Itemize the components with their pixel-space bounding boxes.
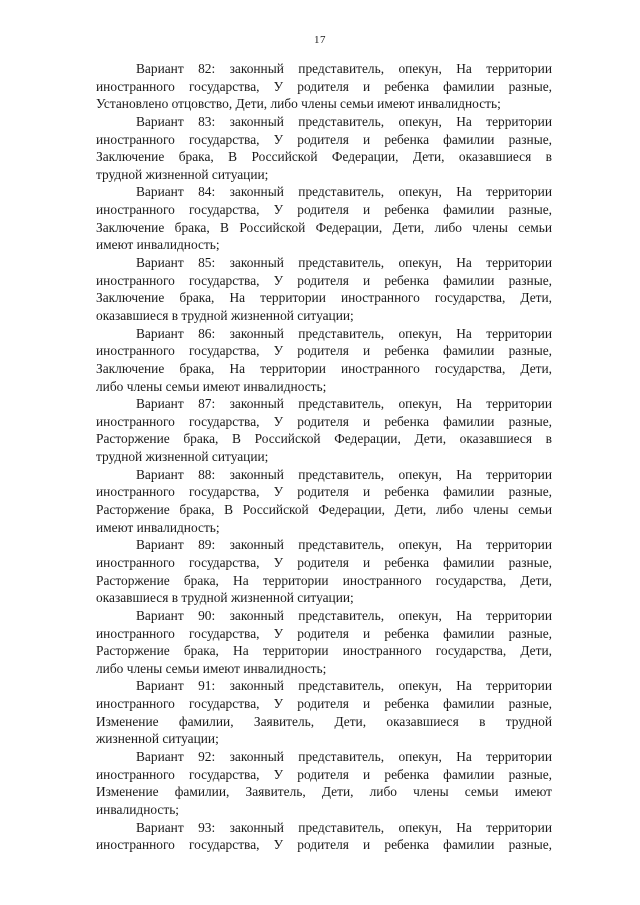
paragraph <box>96 254 552 325</box>
paragraph-line: иностранного государства, У родителя и ребенка фамилии разные, <box>96 696 552 712</box>
paragraph-line: Расторжение брака, В Российской Федерации, Дети, оказавшиеся в <box>96 431 552 447</box>
paragraph-line: оказавшиеся в трудной жизненной ситуации; <box>96 590 354 606</box>
paragraph-line: либо члены семьи имеют инвалидность; <box>96 660 327 676</box>
paragraph-line: Заключение брака, В Российской Федерации, Дети, оказавшиеся в <box>96 149 552 165</box>
paragraph-line: иностранного государства, У родителя и ребенка фамилии разные, <box>96 202 552 218</box>
paragraph-line: иностранного государства, У родителя и ребенка фамилии разные, <box>96 413 552 429</box>
paragraph-line: Заключение брака, На территории иностранного государства, Дети, <box>96 360 552 376</box>
paragraph <box>96 607 552 678</box>
paragraph-line: Заключение брака, На территории иностранного государства, Дети, <box>96 290 552 306</box>
paragraph-line: трудной жизненной ситуации; <box>96 166 269 182</box>
paragraph-first-line: Вариант 91: законный представитель, опекун, На территории <box>136 678 552 694</box>
paragraph-line: жизненной ситуации; <box>96 731 219 747</box>
paragraph-first-line: Вариант 89: законный представитель, опекун, На территории <box>136 537 552 553</box>
paragraph <box>96 60 552 113</box>
paragraph-line: иностранного государства, У родителя и ребенка фамилии разные, <box>96 343 552 359</box>
paragraph <box>96 395 552 466</box>
paragraph-line: Изменение фамилии, Заявитель, Дети, оказавшиеся в трудной <box>96 713 552 729</box>
paragraph-first-line: Вариант 82: законный представитель, опекун, На территории <box>136 61 552 76</box>
paragraph-first-line: Вариант 90: законный представитель, опекун, На территории <box>136 607 552 623</box>
paragraph-line: оказавшиеся в трудной жизненной ситуации; <box>96 307 354 323</box>
paragraph-first-line: Вариант 83: законный представитель, опекун, На территории <box>136 113 552 129</box>
paragraph-line: имеют инвалидность; <box>96 519 220 535</box>
page-number: 17 <box>314 34 326 46</box>
paragraph-line: иностранного государства, У родителя и ребенка фамилии разные, <box>96 272 552 288</box>
paragraph-line: иностранного государства, У родителя и ребенка фамилии разные, <box>96 131 552 147</box>
paragraph <box>96 536 552 607</box>
paragraph-line: имеют инвалидность; <box>96 237 220 253</box>
paragraph-line: иностранного государства, У родителя и ребенка фамилии разные, <box>96 484 552 500</box>
paragraph <box>96 183 552 254</box>
paragraph-line: иностранного государства, У родителя и ребенка фамилии разные, <box>96 78 552 94</box>
paragraph-first-line: Вариант 88: законный представитель, опекун, На территории <box>136 466 552 482</box>
paragraph-line: трудной жизненной ситуации; <box>96 449 269 465</box>
paragraph <box>96 113 552 184</box>
paragraph-line: иностранного государства, У родителя и ребенка фамилии разные, <box>96 554 552 570</box>
paragraph-line: Расторжение брака, На территории иностранного государства, Дети, <box>96 572 552 588</box>
paragraph-line: иностранного государства, У родителя и ребенка фамилии разные, <box>96 837 552 853</box>
paragraph-first-line: Вариант 93: законный представитель, опекун, На территории <box>136 819 552 835</box>
paragraph <box>96 819 552 854</box>
paragraph-line: либо члены семьи имеют инвалидность; <box>96 378 327 394</box>
paragraph <box>96 748 552 819</box>
paragraph-line: иностранного государства, У родителя и ребенка фамилии разные, <box>96 625 552 641</box>
paragraph-line: Расторжение брака, На территории иностранного государства, Дети, <box>96 643 552 659</box>
paragraph <box>96 466 552 537</box>
paragraph-first-line: Вариант 87: законный представитель, опекун, На территории <box>136 396 552 412</box>
paragraph-line: инвалидность; <box>96 801 180 817</box>
paragraph-line: иностранного государства, У родителя и ребенка фамилии разные, <box>96 766 552 782</box>
paragraph <box>96 325 552 396</box>
document-body <box>96 60 552 854</box>
paragraph-first-line: Вариант 85: законный представитель, опекун, На территории <box>136 255 552 271</box>
paragraph-line: Изменение фамилии, Заявитель, Дети, либо члены семьи имеют <box>96 784 552 800</box>
paragraph-line: Установлено отцовство, Дети, либо члены семьи имеют инвалидность; <box>96 96 501 112</box>
paragraph <box>96 677 552 748</box>
paragraph-first-line: Вариант 84: законный представитель, опекун, На территории <box>136 184 552 200</box>
paragraph-first-line: Вариант 92: законный представитель, опекун, На территории <box>136 748 552 764</box>
paragraph-line: Заключение брака, В Российской Федерации, Дети, либо члены семьи <box>96 219 552 235</box>
paragraph-first-line: Вариант 86: законный представитель, опекун, На территории <box>136 325 552 341</box>
paragraph-line: Расторжение брака, В Российской Федерации, Дети, либо члены семьи <box>96 502 552 518</box>
